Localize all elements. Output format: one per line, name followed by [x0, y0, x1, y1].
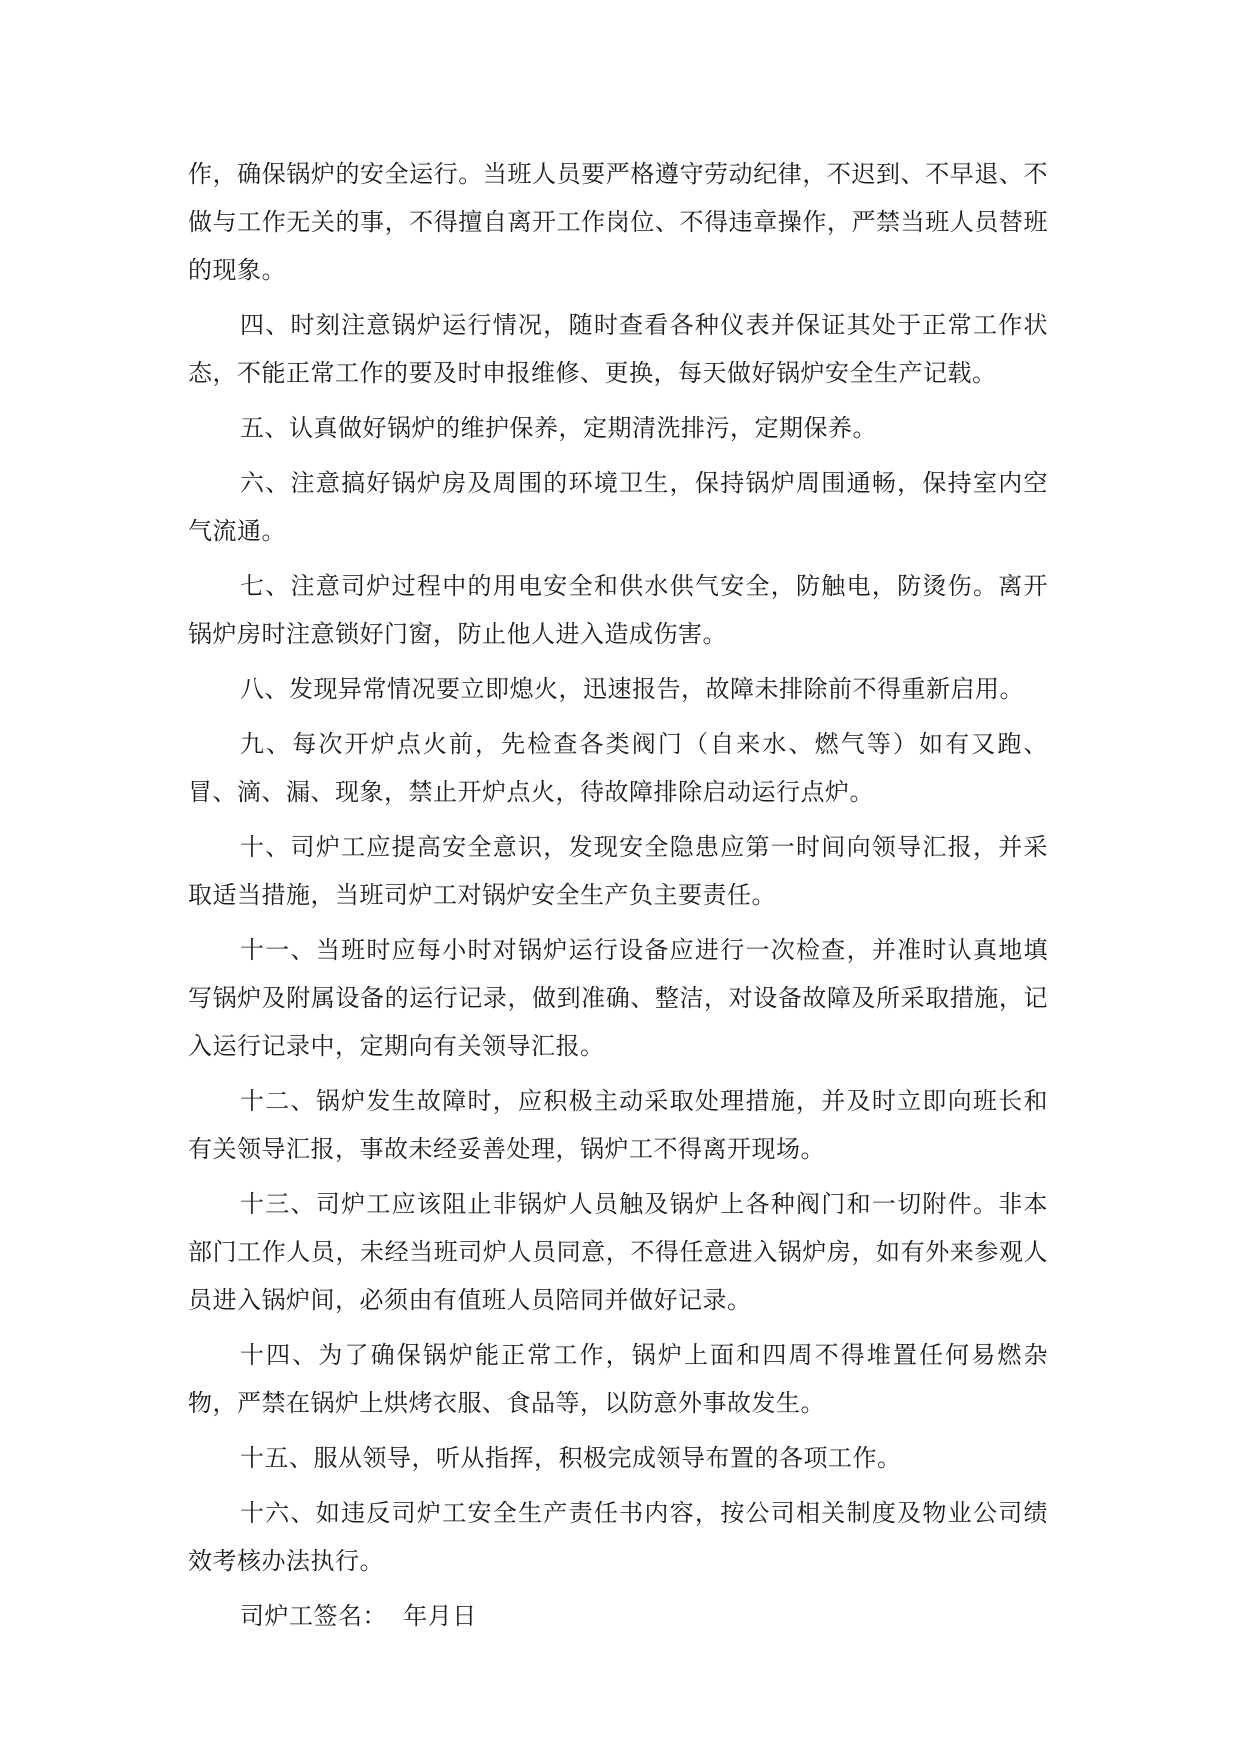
signature-line: [188, 1592, 1048, 1640]
paragraph-item-4: 四、时刻注意锅炉运行情况，随时查看各种仪表并保证其处于正常工作状态，不能正常工作的要及时申报维修、更换，每天做好锅炉安全生产记载。: [188, 311, 1048, 387]
document-body: [188, 150, 1048, 1647]
date-label: 年月日: [403, 1602, 477, 1630]
paragraph-item-5: 五、认真做好锅炉的维护保养，定期清洗排污，定期保养。: [240, 414, 877, 442]
signature-label: 司炉工签名：: [240, 1602, 387, 1630]
paragraph-item-10: 十、司炉工应提高安全意识，发现安全隐患应第一时间向领导汇报，并采取适当措施，当班司炉工对锅炉安全生产负主要责任。: [188, 833, 1048, 909]
paragraph-item-9: 九、每次开炉点火前，先检查各类阀门（自来水、燃气等）如有又跑、冒、滴、漏、现象，禁止开炉点火，待故障排除启动运行点炉。: [188, 730, 1048, 806]
paragraph-item-14: 十四、为了确保锅炉能正常工作，锅炉上面和四周不得堆置任何易燃杂物，严禁在锅炉上烘烤衣服、食品等，以防意外事故发生。: [188, 1341, 1048, 1417]
paragraph-item-7: 七、注意司炉过程中的用电安全和供水供气安全，防触电，防烫伤。离开锅炉房时注意锁好门窗，防止他人进入造成伤害。: [188, 572, 1048, 648]
paragraph-item-8: 八、发现异常情况要立即熄火，迅速报告，故障未排除前不得重新启用。: [240, 675, 1024, 703]
paragraph-item-15: 十五、服从领导，听从指挥，积极完成领导布置的各项工作。: [240, 1444, 902, 1472]
paragraph-item-16: 十六、如违反司炉工安全生产责任书内容，按公司相关制度及物业公司绩效考核办法执行。: [188, 1499, 1048, 1575]
paragraph-item-13: 十三、司炉工应该阻止非锅炉人员触及锅炉上各种阀门和一切附件。非本部门工作人员，未经当班司炉人员同意，不得任意进入锅炉房，如有外来参观人员进入锅炉间，必须由有值班人员陪同并做好记录。: [188, 1190, 1048, 1314]
paragraph-item-11: 十一、当班时应每小时对锅炉运行设备应进行一次检查，并准时认真地填写锅炉及附属设备的运行记录，做到准确、整洁，对设备故障及所采取措施，记入运行记录中，定期向有关领导汇报。: [188, 936, 1048, 1060]
paragraph-item-12: 十二、锅炉发生故障时，应积极主动采取处理措施，并及时立即向班长和有关领导汇报，事故未经妥善处理，锅炉工不得离开现场。: [188, 1087, 1048, 1163]
paragraph-item-6: 六、注意搞好锅炉房及周围的环境卫生，保持锅炉周围通畅，保持室内空气流通。: [188, 469, 1048, 545]
paragraph-continuation: 作，确保锅炉的安全运行。当班人员要严格遵守劳动纪律，不迟到、不早退、不做与工作无关的事，不得擅自离开工作岗位、不得违章操作，严禁当班人员替班的现象。: [188, 160, 1048, 284]
